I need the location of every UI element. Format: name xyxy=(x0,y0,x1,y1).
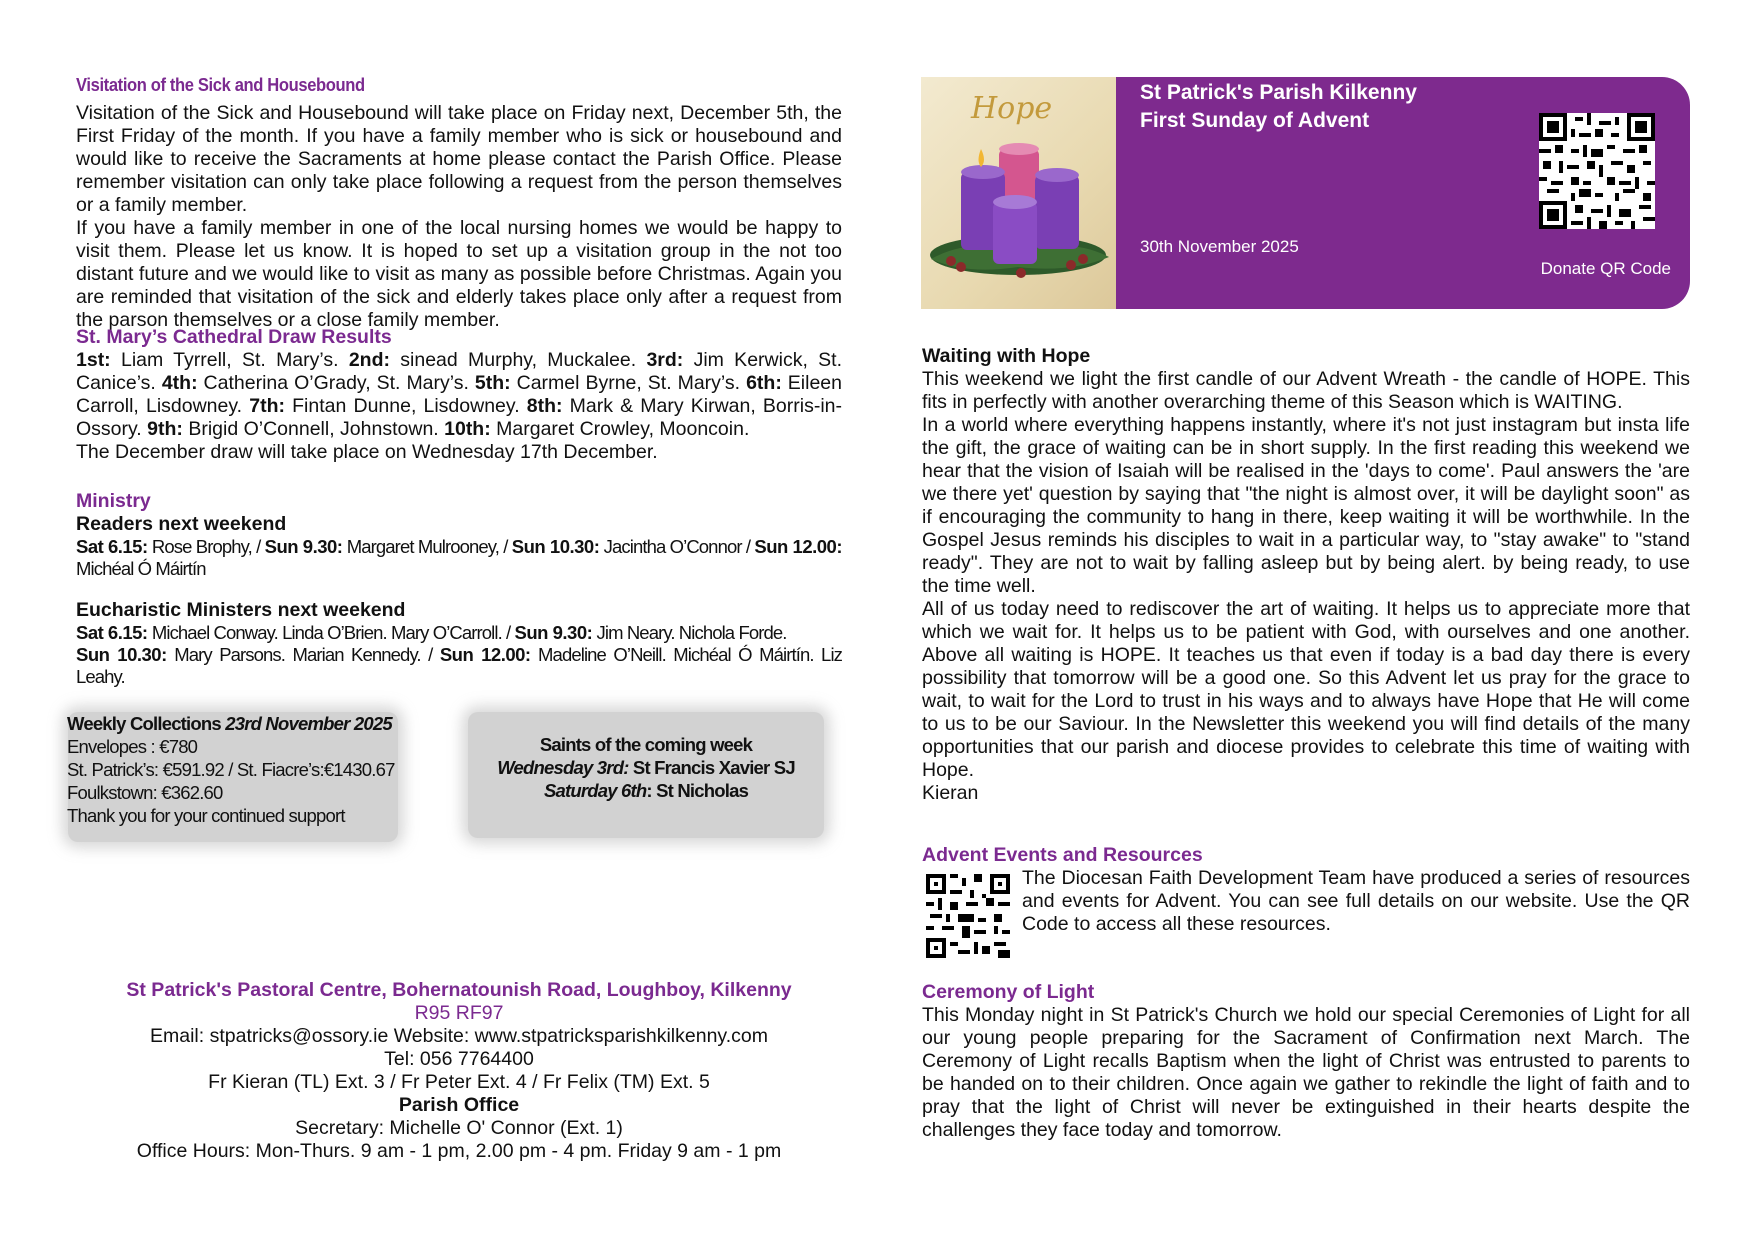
advent-qr-icon[interactable] xyxy=(926,874,1010,958)
draw-title: St. Mary’s Cathedral Draw Results xyxy=(76,326,392,348)
saints-name-2: : St Nicholas xyxy=(646,780,749,801)
waiting-paragraph-2: In a world where everything happens instantly, where it's not just instagram but insta life the gift, the grace of waiting can be in short supply. In the first reading this weekend we hear that the vision of Isaiah will be realised in the 'days to come'. Paul answers the 'are we there yet' question by saying that "the night is almost over, it will be daylight soon" as if encouraging the community to hang in there, keep waiting it will be worthwhile. In the Gospel Jesus reminds his disciples to wait in a particular way, to "stay awake" to "stand ready". They are not to wait by falling asleep but by being alert. by being ready, to use the time well. xyxy=(922,414,1690,597)
parish-name: St Patrick's Parish Kilkenny xyxy=(1140,81,1417,104)
saints-name-1: St Francis Xavier SJ xyxy=(628,757,795,778)
em-label: Sat 6.15: xyxy=(76,622,148,643)
collections-date: 23rd November 2025 xyxy=(225,713,392,734)
donate-qr-icon[interactable] xyxy=(1539,113,1655,229)
draw-result-label: 7th: xyxy=(249,395,285,417)
draw-result-text: Catherina O’Grady, St. Mary’s. xyxy=(197,372,475,394)
saints-day-2: Saturday 6th xyxy=(543,780,647,801)
contact-email-web: Email: stpatricks@ossory.ie Website: www.stpatricksparishkilkenny.com xyxy=(150,1025,768,1047)
em-label: Sun 12.00: xyxy=(439,644,531,665)
visitation-title: Visitation of the Sick and Housebound xyxy=(76,75,365,95)
reader-label: Sat 6.15: xyxy=(76,536,148,557)
collections-foulkstown: Foulkstown: €362.60 xyxy=(67,782,223,803)
waiting-paragraph-1: This weekend we light the first candle of our Advent Wreath - the candle of HOPE. This fits in perfectly with another overarching theme of this Season which is WAITING. xyxy=(922,368,1690,413)
draw-result-label: 4th: xyxy=(161,372,198,394)
draw-result-label: 2nd: xyxy=(348,349,390,371)
contact-address: St Patrick's Pastoral Centre, Bohernatounish Road, Loughboy, Kilkenny xyxy=(126,979,792,1001)
draw-result-label: 10th: xyxy=(444,418,491,440)
draw-result-text: sinead Murphy, Muckalee. xyxy=(390,349,647,371)
em-list-2 xyxy=(76,644,842,688)
reader-label: Sun 10.30: xyxy=(511,536,600,557)
contact-footer xyxy=(76,979,842,1163)
advent-title: Advent Events and Resources xyxy=(922,844,1203,866)
draw-result-text: Jim Kerwick, St. Canice’s. xyxy=(76,349,842,394)
draw-result-label: 8th: xyxy=(526,395,563,417)
contact-eircode: R95 RF97 xyxy=(414,1002,504,1024)
collections-title: Weekly Collections xyxy=(67,713,226,734)
draw-note: The December draw will take place on Wednesday 17th December. xyxy=(76,441,658,463)
ministry-title: Ministry xyxy=(76,490,151,512)
ministry-section xyxy=(76,490,842,688)
draw-result-text: Eileen Carroll, Lisdowney. xyxy=(76,372,842,417)
donate-qr-label: Donate QR Code xyxy=(1540,259,1671,278)
draw-result-label: 5th: xyxy=(474,372,511,394)
saints-text xyxy=(468,733,824,802)
draw-result-label: 1st: xyxy=(76,349,111,371)
draw-results xyxy=(76,349,842,441)
contact-secretary: Secretary: Michelle O' Connor (Ext. 1) xyxy=(295,1117,623,1139)
em-text: Madeline O’Neill. Michéal Ó Máirtín. Liz Leahy. xyxy=(76,644,842,687)
draw-result-text: Mark & Mary Kirwan, Borris-in-Ossory. xyxy=(76,395,843,440)
advent-wreath-image xyxy=(921,77,1116,309)
readers-list xyxy=(76,536,842,580)
bulletin-date: 30th November 2025 xyxy=(1140,237,1299,256)
visitation-paragraph-2: If you have a family member in one of the local nursing homes we would be happy to visit them. Please let us know. It is hoped to set up a visitation group in the not too distant future and we would like to visit as many as possible before Christmas. Again you are reminded that visitation of the sick and elderly takes place only after a request from the parson themselves or a close family member. xyxy=(76,217,842,331)
advent-text: The Diocesan Faith Development Team have produced a series of resources and events for Advent. You can see full details on our website. Use the QR Code to access all these resources. xyxy=(1022,867,1690,935)
draw-result-label: 9th: xyxy=(147,418,183,440)
reader-label: Sun 9.30: xyxy=(264,536,343,557)
em-text: Michael Conway. Linda O’Brien. Mary O’Carroll. / xyxy=(147,622,515,643)
ceremony-text: This Monday night in St Patrick's Church we hold our special Ceremonies of Light for all our young people preparing for the Sacrament of Confirmation next March. The Ceremony of Light recalls Baptism when the light of Christ was entrusted to parents to be handed on to their children. Once again we gather to rekindle the light of faith and to pray that the light of Christ will never be extinguished in their hearts despite the challenges they face today and tomorrow. xyxy=(922,1004,1690,1141)
parish-office-title: Parish Office xyxy=(398,1094,520,1116)
waiting-section xyxy=(922,345,1690,805)
collections-text xyxy=(67,712,407,827)
reader-text: Margaret Mulrooney, / xyxy=(342,536,512,557)
draw-result-text: Fintan Dunne, Lisdowney. xyxy=(285,395,527,417)
ceremony-section xyxy=(922,981,1690,1142)
em-label: Sun 9.30: xyxy=(514,622,593,643)
hope-word: Hope xyxy=(971,91,1053,126)
saints-day-1: Wednesday 3rd: xyxy=(497,757,629,778)
reader-label: Sun 12.00: xyxy=(754,536,842,557)
reader-text: Jacintha O’Connor / xyxy=(599,536,755,557)
draw-result-label: 3rd: xyxy=(646,349,684,371)
draw-result-text: Carmel Byrne, St. Mary’s. xyxy=(510,372,747,394)
advent-section xyxy=(922,844,1690,936)
visitation-section xyxy=(76,102,842,332)
draw-result-text: Liam Tyrrell, St. Mary’s. xyxy=(110,349,349,371)
sunday-title: First Sunday of Advent xyxy=(1140,109,1370,132)
contact-priests: Fr Kieran (TL) Ext. 3 / Fr Peter Ext. 4 / Fr Felix (TM) Ext. 5 xyxy=(208,1071,710,1093)
saints-title: Saints of the coming week xyxy=(539,734,753,755)
contact-tel: Tel: 056 7764400 xyxy=(384,1048,534,1070)
em-label: Sun 10.30: xyxy=(76,644,167,665)
waiting-signature: Kieran xyxy=(922,782,979,804)
readers-title: Readers next weekend xyxy=(76,513,287,535)
draw-section xyxy=(76,326,842,464)
em-text: Jim Neary. Nichola Forde. xyxy=(592,622,787,643)
draw-result-text: Margaret Crowley, Mooncoin. xyxy=(490,418,750,440)
header-banner xyxy=(921,77,1690,309)
reader-text: Rose Brophy, / xyxy=(147,536,265,557)
visitation-paragraph-1: Visitation of the Sick and Housebound will take place on Friday next, December 5th, the First Friday of the month. If you have a family member who is sick or housebound and would like to receive the Sacraments at home please contact the Parish Office. Please remember visitation can only take place following a request from the person themselves or a family member. xyxy=(76,102,842,216)
em-title: Eucharistic Ministers next weekend xyxy=(76,599,406,621)
waiting-title: Waiting with Hope xyxy=(922,345,1091,367)
draw-result-text: Brigid O’Connell, Johnstown. xyxy=(182,418,445,440)
em-list-1 xyxy=(76,622,842,644)
contact-hours: Office Hours: Mon-Thurs. 9 am - 1 pm, 2.00 pm - 4 pm. Friday 9 am - 1 pm xyxy=(136,1140,782,1162)
collections-envelopes: Envelopes : €780 xyxy=(67,736,198,757)
em-text: Mary Parsons. Marian Kennedy. / xyxy=(166,644,440,665)
collections-thanks: Thank you for your continued support xyxy=(67,805,345,826)
collections-patricks: St. Patrick’s: €591.92 / St. Fiacre’s:€1430.67 xyxy=(67,759,395,780)
ceremony-title: Ceremony of Light xyxy=(922,981,1095,1003)
draw-result-label: 6th: xyxy=(746,372,782,394)
reader-text: Michéal Ó Máirtín xyxy=(76,558,206,579)
waiting-paragraph-3: All of us today need to rediscover the art of waiting. It helps us to appreciate more that which we wait for. It helps us to be patient with God, with ourselves and one another. Above all waiting is HOPE. It teaches us that even if today is a bad day there is every possibility that tomorrow will be a good one. So this Advent let us pray for the grace to wait, to wait for the Lord to trust in his ways and to always have Hope that He will come to us to be our Saviour. In the Newsletter this weekend you will find details of the many opportunities that our parish and diocese provides to celebrate this time of waiting with Hope. xyxy=(922,598,1690,781)
